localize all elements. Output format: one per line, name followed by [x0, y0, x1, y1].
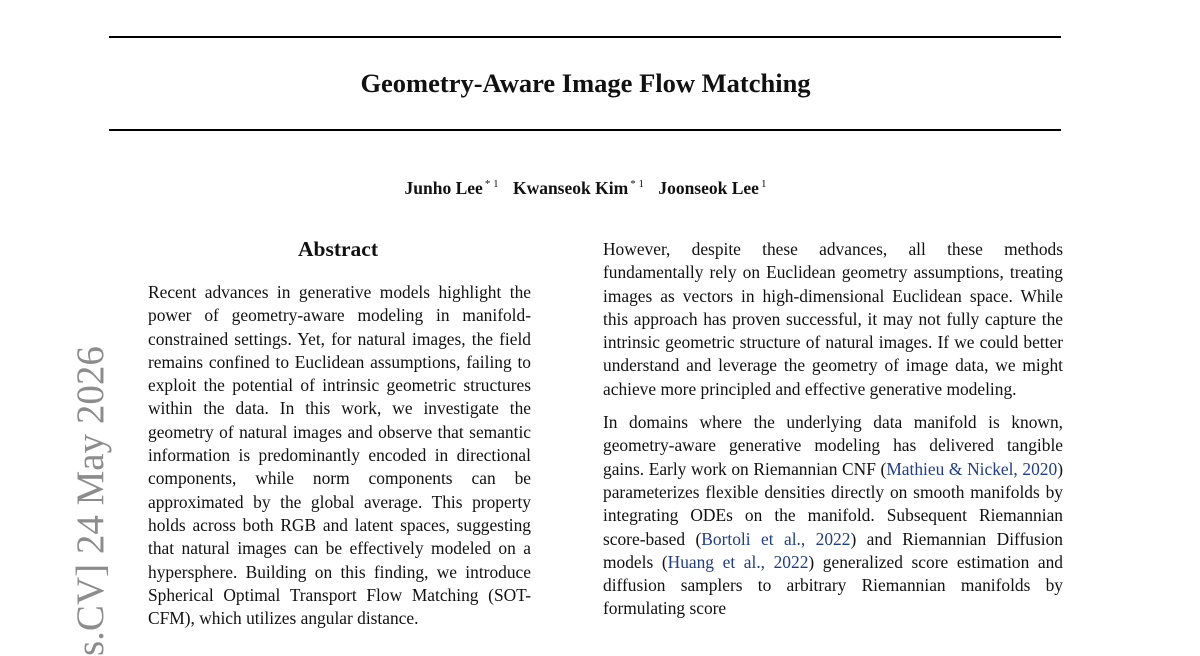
title-bottom-rule — [109, 129, 1061, 131]
citation-link[interactable]: Mathieu & Nickel, 2020 — [886, 458, 1058, 479]
body-paragraph — [603, 411, 1063, 621]
author-name: Joonseok Lee — [658, 178, 759, 198]
paper-title: Geometry-Aware Image Flow Matching — [360, 68, 811, 98]
author-affiliation: * 1 — [484, 178, 499, 190]
introduction-column — [603, 238, 1063, 631]
abstract-text: Recent advances in generative models highlight the power of geometry-aware modeling in manifold-constrained settings. Yet, for natural images, the field remains confined to Euclidean assumptions, failing to exploit the potential of intrinsic geometric structures within the data. In this work, we investigate the geometry of natural images and observe that semantic information is predominantly encoded in directional components, while norm components can be approximated by the global average. This property holds across both RGB and latent spaces, suggesting that natural images can be effectively modeled on a hypersphere. Building on this finding, we introduce Spherical Optimal Transport Flow Matching (SOT-CFM), which utilizes angular distance. — [148, 282, 531, 629]
citation-link[interactable]: Huang et al., 2022 — [667, 551, 809, 572]
paragraph-text: In domains where the underlying data manifold is known, geometry-aware generative modeling has delivered tangible gains. Early work on Riemannian CNF ( — [603, 412, 1063, 479]
author — [658, 178, 766, 198]
author-list — [0, 173, 1171, 199]
body-paragraph: However, despite these advances, all these methods fundamentally rely on Euclidean geometry assumptions, treating images as vectors in high-dimensional Euclidean space. While this approach has proven successful, it may not fully capture the intrinsic geometric structure of natural images. If we could better understand and leverage the geometry of image data, we might achieve more principled and effective generative modeling. — [603, 239, 1063, 399]
author — [405, 178, 499, 198]
arxiv-stamp: s.CV] 24 May 2026 — [69, 346, 112, 656]
citation-link[interactable]: Bortoli et al., 2022 — [701, 528, 851, 549]
author-name: Kwanseok Kim — [512, 178, 629, 198]
paragraph-text: ) parameterizes flexible densities directly on smooth manifolds by integrating ODEs on the manifold. Subsequent Riemannian score-based ( — [603, 458, 1063, 549]
abstract-heading: Abstract — [297, 237, 378, 261]
author — [513, 178, 644, 198]
paragraph-text: ) and Riemannian Diffusion models ( — [603, 528, 1063, 572]
author-name: Junho Lee — [404, 178, 483, 198]
paragraph-text: ) generalized score estimation and diffusion samplers to arbitrary Riemannian manifolds by formulating score — [603, 551, 1064, 619]
title-top-rule — [109, 36, 1061, 38]
author-affiliation: 1 — [760, 178, 767, 190]
author-affiliation: * 1 — [630, 178, 644, 190]
